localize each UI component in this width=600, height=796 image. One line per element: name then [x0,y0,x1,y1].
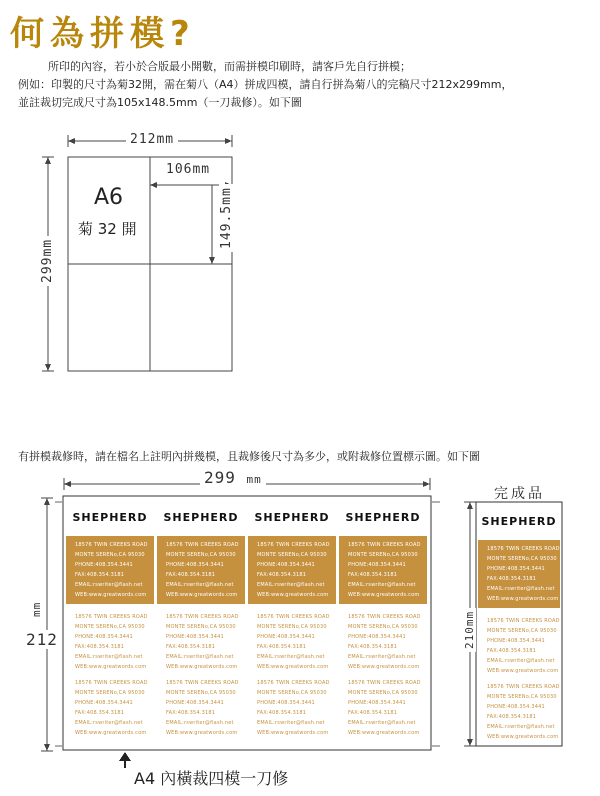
finished-product-title: 完成品 [494,486,545,502]
card-contact-line: 18576 TWIN CREEKS ROAD [487,618,560,624]
cell-width-label-106: 106mm [163,162,213,177]
card-contact-line: WEB:www.greatwords.com [348,592,420,598]
card-contact-line: MONTE SERENo,CA 95030 [257,552,327,558]
card-contact-line: MONTE SERENo,CA 95030 [257,624,327,630]
card-contact-line: MONTE SERENo,CA 95030 [166,690,236,696]
card-contact-line: FAX:408.354.3181 [75,644,125,650]
card-contact-line: 18576 TWIN CREEKS ROAD [257,542,330,548]
card-contact-block-orange [157,536,245,604]
card-contact-line: 18576 TWIN CREEKS ROAD [487,684,560,690]
business-card [248,500,336,740]
card-brand: SHEPHERD [345,511,421,524]
card-contact-line: 18576 TWIN CREEKS ROAD [348,614,421,620]
card-contact-block [66,674,154,740]
card-contact-line: MONTE SERENo,CA 95030 [257,690,327,696]
card-contact-line: EMAIL:rswriter@flash.net [75,582,143,588]
card-contact-block [66,608,154,676]
card-contact-line: PHONE:408.354.3441 [75,700,133,706]
card-contact-line: FAX:408.354.3181 [257,644,307,650]
card-contact-line: MONTE SERENo,CA 95030 [487,694,557,700]
card-contact-line: FAX:408.354.3181 [166,710,216,716]
card-contact-line: FAX:408.354.3181 [257,710,307,716]
business-card [157,500,245,740]
card-contact-line: 18576 TWIN CREEKS ROAD [166,680,239,686]
card-contact-line: WEB:www.greatwords.com [75,730,147,736]
sheet-width-label [200,468,266,487]
intro-line-3: 並註裁切完成尺寸為105x148.5mm（一刀裁修）。如下圖 [18,96,302,109]
card-contact-block [478,612,560,680]
size-sub-kiku32: 菊 32 開 [78,220,137,238]
card-contact-line: EMAIL:rswriter@flash.net [166,582,234,588]
size-name-a6: A6 [94,185,124,210]
business-card [66,500,154,740]
card-contact-block [478,678,560,744]
card-contact-line: EMAIL:rswriter@flash.net [75,654,143,660]
card-contact-line: MONTE SERENo,CA 95030 [487,628,557,634]
card-brand: SHEPHERD [481,515,557,528]
finished-height-label: 210mm [463,608,476,652]
card-contact-line: PHONE:408.354.3441 [257,562,315,568]
card-contact-block-orange [339,536,427,604]
card-contact-line: WEB:www.greatwords.com [487,596,559,602]
card-contact-block [339,674,427,740]
card-contact-line: PHONE:408.354.3441 [487,638,545,644]
card-contact-line: PHONE:408.354.3441 [348,562,406,568]
card-contact-line: FAX:408.354.3181 [166,644,216,650]
card-contact-line: EMAIL:rswriter@flash.net [257,654,325,660]
card-contact-line: EMAIL:rswriter@flash.net [257,720,325,726]
card-contact-block [157,608,245,676]
card-contact-line: FAX:408.354.3181 [75,710,125,716]
card-contact-block-orange [248,536,336,604]
card-contact-line: PHONE:408.354.3441 [487,704,545,710]
card-contact-line: PHONE:408.354.3441 [348,700,406,706]
card-contact-line: PHONE:408.354.3441 [75,562,133,568]
card-contact-line: 18576 TWIN CREEKS ROAD [348,680,421,686]
card-contact-block [157,674,245,740]
card-contact-line: 18576 TWIN CREEKS ROAD [257,680,330,686]
card-brand: SHEPHERD [254,511,330,524]
card-contact-line: MONTE SERENo,CA 95030 [487,556,557,562]
card-contact-line: 18576 TWIN CREEKS ROAD [487,546,560,552]
card-contact-line: MONTE SERENo,CA 95030 [348,624,418,630]
card-contact-line: EMAIL:rswriter@flash.net [166,720,234,726]
sheet-height-unit: mm [30,599,43,620]
height-label-299: 299mm [40,236,55,286]
card-contact-line: WEB:www.greatwords.com [487,668,559,674]
card-contact-line: WEB:www.greatwords.com [348,730,420,736]
card-contact-line: FAX:408.354.3181 [487,714,537,720]
card-contact-line: MONTE SERENo,CA 95030 [166,624,236,630]
card-contact-line: MONTE SERENo,CA 95030 [348,552,418,558]
card-contact-line: WEB:www.greatwords.com [348,664,420,670]
card-contact-line: EMAIL:rswriter@flash.net [348,582,416,588]
layout-caption: A4 內橫裁四模一刀修 [134,769,289,788]
diagram-four-up [0,125,600,395]
card-contact-line: PHONE:408.354.3441 [257,634,315,640]
card-contact-line: EMAIL:rswriter@flash.net [257,582,325,588]
card-contact-line: FAX:408.354.3181 [166,572,216,578]
note-imposition: 有拼模裁修時，請在檔名上註明內拼幾模，且裁修後尺寸為多少，或附裁修位置標示圖。如下圖 [18,450,480,463]
card-contact-line: WEB:www.greatwords.com [166,592,238,598]
card-contact-line: MONTE SERENo,CA 95030 [75,690,145,696]
card-brand: SHEPHERD [72,511,148,524]
intro-line-1: 所印的內容，若小於合版最小開數，而需拼模印刷時，請客戶先自行拼模； [48,60,411,73]
card-contact-block [248,608,336,676]
card-contact-block-orange [66,536,154,604]
card-contact-line: FAX:408.354.3181 [487,576,537,582]
card-contact-line: WEB:www.greatwords.com [75,592,147,598]
card-contact-line: WEB:www.greatwords.com [166,664,238,670]
card-contact-line: FAX:408.354.3181 [348,644,398,650]
card-contact-line: FAX:408.354.3181 [348,710,398,716]
sheet-width-value: 299 [204,468,236,487]
card-contact-block [339,608,427,676]
page-title: 何為拼模? [10,14,196,54]
card-contact-line: 18576 TWIN CREEKS ROAD [166,542,239,548]
card-contact-line: 18576 TWIN CREEKS ROAD [75,680,148,686]
sheet-height-value: 212 [26,630,58,649]
card-contact-line: 18576 TWIN CREEKS ROAD [257,614,330,620]
card-contact-line: EMAIL:rswriter@flash.net [166,654,234,660]
finished-business-card [478,504,560,744]
card-contact-line: FAX:408.354.3181 [257,572,307,578]
card-contact-line: EMAIL:rswriter@flash.net [348,654,416,660]
card-contact-line: PHONE:408.354.3441 [348,634,406,640]
card-contact-line: 18576 TWIN CREEKS ROAD [166,614,239,620]
card-contact-line: WEB:www.greatwords.com [487,734,559,740]
card-contact-line: 18576 TWIN CREEKS ROAD [75,614,148,620]
card-contact-line: EMAIL:rswriter@flash.net [487,658,555,664]
card-contact-line: PHONE:408.354.3441 [75,634,133,640]
card-contact-line: MONTE SERENo,CA 95030 [75,624,145,630]
card-contact-line: EMAIL:rswriter@flash.net [487,586,555,592]
card-contact-line: WEB:www.greatwords.com [166,730,238,736]
card-contact-line: 18576 TWIN CREEKS ROAD [75,542,148,548]
card-brand: SHEPHERD [163,511,239,524]
card-contact-line: MONTE SERENo,CA 95030 [166,552,236,558]
card-contact-line: EMAIL:rswriter@flash.net [487,724,555,730]
width-label-212: 212mm [126,132,178,147]
card-contact-line: PHONE:408.354.3441 [166,634,224,640]
card-contact-block-orange [478,540,560,608]
card-contact-line: MONTE SERENo,CA 95030 [348,690,418,696]
card-contact-block [248,674,336,740]
card-contact-line: WEB:www.greatwords.com [257,592,329,598]
card-contact-line: MONTE SERENo,CA 95030 [75,552,145,558]
cell-height-label-149: 149.5mm [219,184,234,252]
card-contact-line: 18576 TWIN CREEKS ROAD [348,542,421,548]
card-contact-line: FAX:408.354.3181 [487,648,537,654]
intro-line-2: 例如：印製的尺寸為菊32開，需在菊八（A4）拼成四模，請自行拼為菊八的完稿尺寸212x299mm， [18,78,513,91]
card-contact-line: WEB:www.greatwords.com [75,664,147,670]
sheet-width-unit: mm [246,473,262,486]
card-contact-line: PHONE:408.354.3441 [166,700,224,706]
card-contact-line: WEB:www.greatwords.com [257,730,329,736]
card-contact-line: EMAIL:rswriter@flash.net [75,720,143,726]
card-contact-line: EMAIL:rswriter@flash.net [348,720,416,726]
card-contact-line: FAX:408.354.3181 [75,572,125,578]
business-card [339,500,427,740]
card-contact-line: FAX:408.354.3181 [348,572,398,578]
card-contact-line: PHONE:408.354.3441 [257,700,315,706]
card-contact-line: PHONE:408.354.3441 [487,566,545,572]
card-contact-line: WEB:www.greatwords.com [257,664,329,670]
card-contact-line: PHONE:408.354.3441 [166,562,224,568]
